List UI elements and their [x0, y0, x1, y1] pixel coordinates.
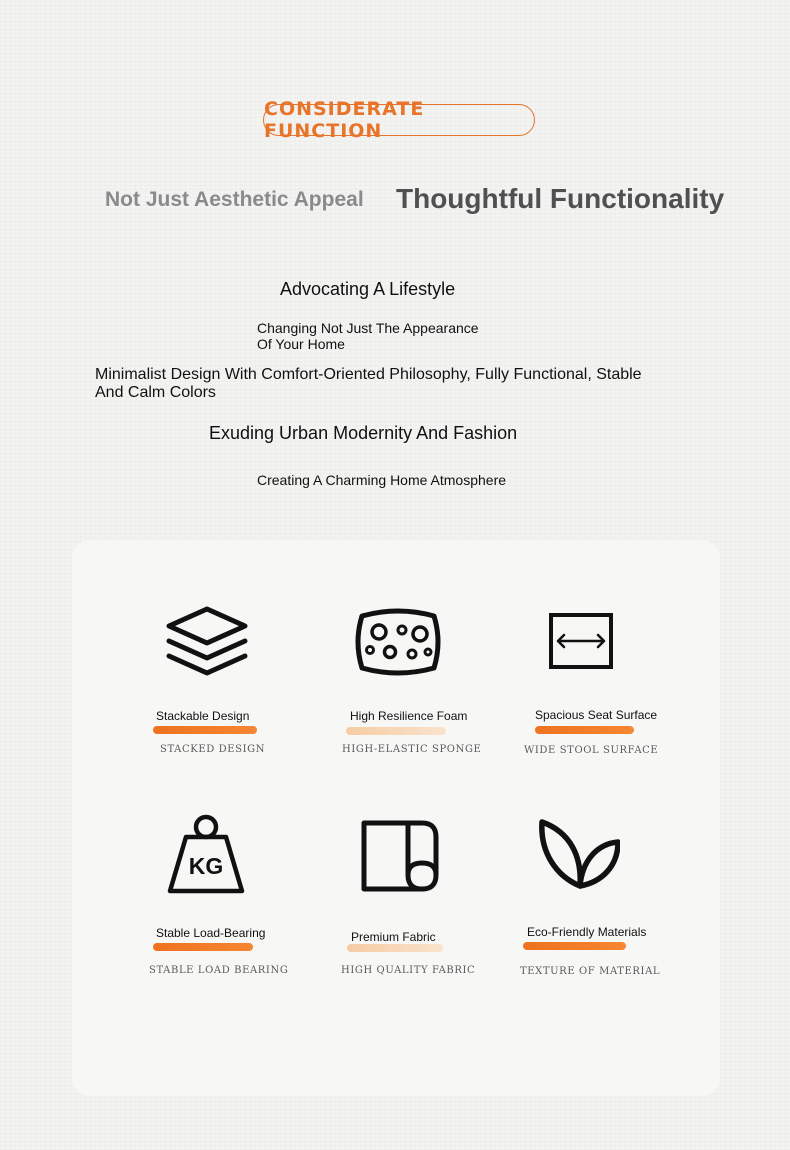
feature-label: Premium Fabric [351, 930, 436, 944]
kg-weight-icon [164, 813, 248, 895]
appearance-line-1: Changing Not Just The Appearance [257, 320, 479, 336]
subtitle-left: Not Just Aesthetic Appeal [105, 188, 364, 211]
fabric-roll-icon [360, 817, 440, 893]
stacked-layers-icon [162, 604, 252, 682]
feature-caption: HIGH QUALITY FABRIC [341, 965, 476, 976]
feature-label: High Resilience Foam [350, 709, 468, 723]
feature-caption: STACKED DESIGN [160, 744, 266, 755]
highlight-bar [346, 727, 446, 735]
subtitle-right: Thoughtful Functionality [396, 183, 725, 214]
feature-label: Spacious Seat Surface [535, 708, 658, 722]
highlight-bar [153, 943, 253, 951]
lifestyle-line: Advocating A Lifestyle [280, 279, 456, 299]
kg-label: KG [188, 853, 224, 879]
foam-sponge-icon [352, 608, 444, 676]
feature-caption: TEXTURE OF MATERIAL [520, 966, 661, 977]
highlight-bar [347, 944, 443, 952]
feature-label: Eco-Friendly Materials [527, 925, 647, 939]
highlight-bar [535, 726, 634, 734]
highlight-bar [153, 726, 257, 734]
feature-label: Stable Load-Bearing [156, 926, 266, 940]
appearance-line-2: Of Your Home [257, 336, 345, 352]
feature-caption: STABLE LOAD BEARING [149, 965, 289, 976]
leaf-icon [538, 818, 620, 890]
wide-surface-icon [548, 612, 614, 670]
minimalist-line-2: And Calm Colors [95, 384, 216, 401]
highlight-bar [523, 942, 626, 950]
atmosphere-line: Creating A Charming Home Atmosphere [257, 472, 507, 488]
feature-label: Stackable Design [156, 709, 250, 723]
minimalist-line-1: Minimalist Design With Comfort-Oriented Philosophy, Fully Functional, Stable [95, 366, 642, 383]
feature-caption: HIGH-ELASTIC SPONGE [342, 744, 482, 755]
category-badge: CONSIDERATE FUNCTION [263, 104, 535, 136]
feature-caption: WIDE STOOL SURFACE [524, 745, 659, 756]
urban-line: Exuding Urban Modernity And Fashion [209, 423, 518, 443]
